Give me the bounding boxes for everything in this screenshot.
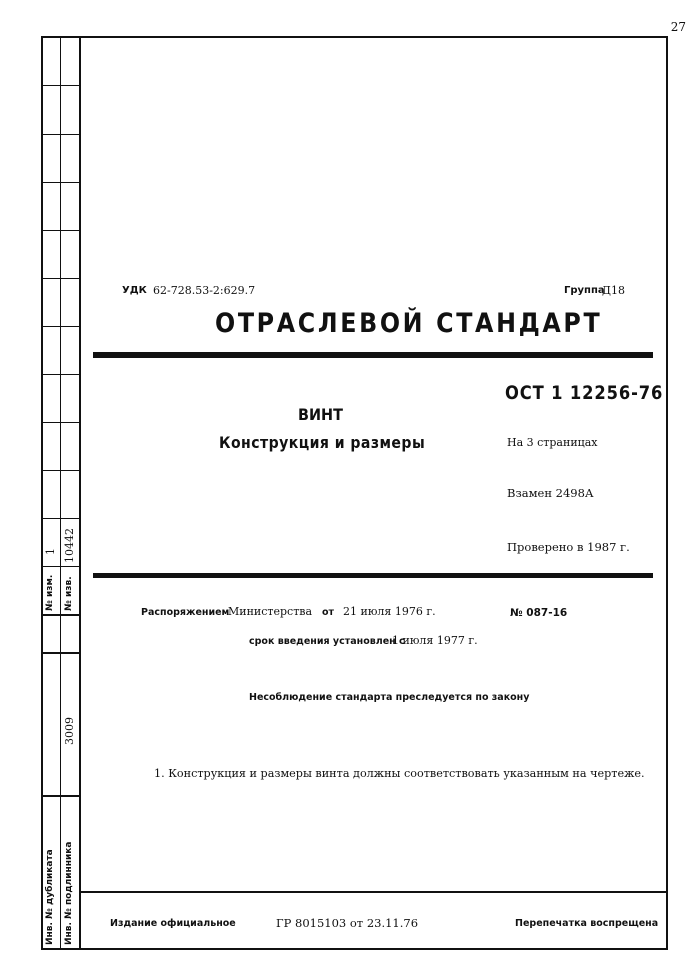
frame-right: [666, 36, 668, 950]
introduction-label: срок введения установлен с: [249, 636, 405, 647]
order-number: № 087-16: [510, 607, 568, 619]
notice-no-label: № изв.: [64, 576, 74, 611]
legal-notice: Несоблюдение стандарта преследуется по закону: [249, 692, 530, 703]
header-rule: [93, 573, 653, 578]
clause-1: 1. Конструкция и размеры винта должны соответствовать указанным на чертеже.: [154, 767, 645, 780]
order-from: от: [322, 607, 335, 618]
duplicate-inv-label: Инв. № дубликата: [45, 849, 55, 945]
original-inv-value: 3009: [63, 717, 76, 745]
checked-year: Проверено в 1987 г.: [507, 540, 630, 554]
change-no-label: № изм.: [45, 574, 55, 611]
frame-left: [41, 36, 43, 950]
udk-label: УДК: [122, 285, 147, 296]
replaces: Взамен 2498А: [507, 486, 594, 500]
change-no-value: 1: [44, 548, 57, 555]
notice-no-value: 10442: [63, 528, 76, 563]
footer-official: Издание официальное: [110, 918, 236, 929]
pages-count: На 3 страницах: [507, 436, 598, 449]
footer-reprint: Перепечатка воспрещена: [515, 918, 659, 929]
footer-registration: ГР 8015103 от 23.11.76: [276, 916, 419, 930]
strip-inner-border: [79, 36, 81, 950]
subject-title: ВИНТ: [298, 405, 343, 424]
order-label: Распоряжением: [141, 607, 230, 618]
frame-bottom: [41, 948, 668, 950]
frame-top: [41, 36, 667, 38]
order-date: 21 июля 1976 г.: [343, 605, 436, 618]
original-inv-label: Инв. № подлинника: [64, 841, 74, 945]
subject-subtitle: Конструкция и размеры: [219, 433, 426, 452]
page-number: 27: [670, 20, 686, 34]
udk-value: 62-728.53-2:629.7: [153, 284, 256, 297]
page-title: ОТРАСЛЕВОЙ СТАНДАРТ: [215, 308, 603, 339]
group-value: Д18: [602, 284, 625, 297]
footer-rule: [79, 891, 668, 893]
standard-number: ОСТ 1 12256-76: [505, 382, 664, 404]
introduction-date: 1 июля 1977 г.: [392, 634, 478, 647]
title-rule: [93, 352, 653, 358]
group-label: Группа: [564, 285, 605, 296]
order-ministry: Министерства: [228, 605, 313, 618]
strip-divider: [60, 36, 61, 950]
